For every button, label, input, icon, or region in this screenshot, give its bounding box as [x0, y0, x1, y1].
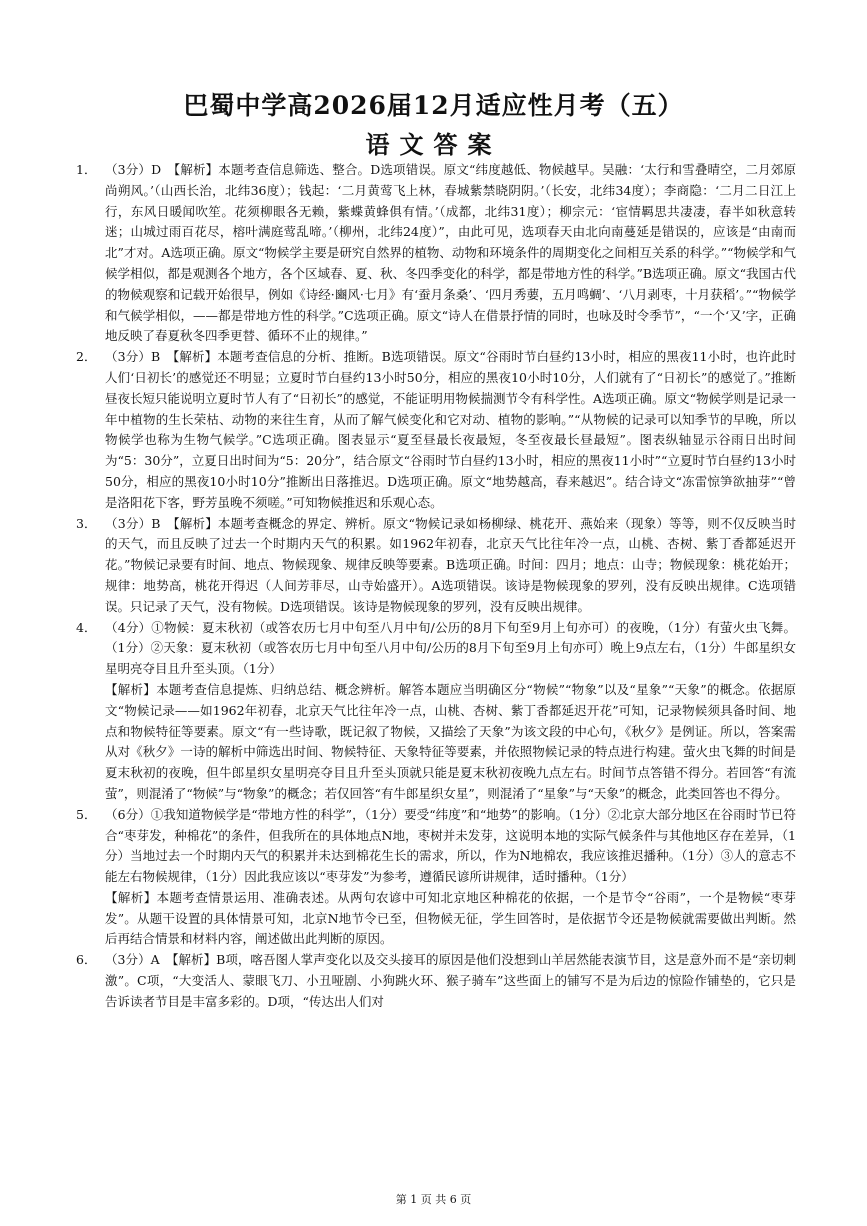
answer-item-4: [76, 618, 796, 805]
answer-item-1: [76, 160, 796, 347]
answer-number: 5．: [76, 806, 97, 822]
answer-paragraph: （3分）D 【解析】本题考查信息筛选、整合。D选项错误。原文“纬度越低、物候越早。吴融：‘太行和雪叠晴空，二月郊原尚朔风。’（山西长治，北纬36度）；钱起：‘二月黄莺飞上林，春城紫禁晓阴阴。’（长安，北纬34度）；李商隐：‘二月二日江上行，东风日暖闻吹笙。花须柳眼各无赖，紫蝶黄蜂俱有情。’（成都，北纬31度）；柳宗元：‘宦情羁思共凄凄，春半如秋意转迷；山城过雨百花尽，榕叶满庭莺乱啼。’（柳州，北纬24度）”，由此可见，选项春天由北向南蔓延是错误的，应该是“由南而北”才对。A选项正确。原文“物候学主要是研究自然界的植物、动物和环境条件的周期变化之间相互关系的科学。”“物候学和气候学相似，都是观测各个地方，各个区域春、夏、秋、冬四季变化的科学，都是带地方性的科学。”B选项正确。原文“我国古代的物候观察和记载开始很早，例如《诗经·豳风·七月》有‘蚕月条桑’、‘四月秀葽，五月鸣蜩’、‘八月剥枣，十月获稻’。”“物候学和气候学相似，——都是带地方性的科学。”C选项正确。原文“诗人在借景抒情的同时，也咏及时令季节”，“一个‘又’字，正确地反映了春夏秋冬四季更替、循环不止的规律。”: [105, 162, 796, 344]
answer-paragraph: （6分）①我知道物候学是“带地方性的科学”，（1分）要受“纬度”和“地势”的影响。（1分）②北京大部分地区在谷雨时节已符合“枣芽发，种棉花”的条件，但我所在的具体地点N地，枣树并未发芽，这说明本地的实际气候条件与其他地区存在差异，（1分）当地过去一个时期内天气的积累并未达到棉花生长的需求，所以，作为N地棉农，我应该推迟播种。（1分）③人的意志不能左右物候规律，（1分）因此我应该以“枣芽发”为参考，遵循民谚所讲规律，适时播种。（1分）: [105, 806, 796, 885]
analysis-paragraph: 【解析】本题考查信息提炼、归纳总结、概念辨析。解答本题应当明确区分“物候”“物象”以及“星象”“天象”的概念。依据原文“物候记录——如1962年初春，北京天气比往年冷一点，山桃、杏树、紫丁香都延迟开花”可知，记录物候须具备时间、地点和物候特征等要素。原文“有一些诗歌，既记叙了物候，又描绘了天象”为该文段的中心句，《秋夕》是例证。所以，答案需从对《秋夕》一诗的解析中筛选出时间、物候特征、天象特征等要素，并依照物候记录的特点进行构建。萤火虫飞舞的时间是夏末秋初的夜晚，但牛郎星织女星明亮夺目且升至头顶就只能是夏末秋初夜晚九点左右。时间节点答错不得分。若回答“有流萤”，则混淆了“物候”与“物象”的概念；若仅回答“有牛郎星织女星”，则混淆了“星象”与“天象”的概念，此类回答也不得分。: [105, 681, 796, 801]
analysis-paragraph: 【解析】本题考查情景运用、准确表述。从两句农谚中可知北京地区种棉花的依据，一个是节令“谷雨”，一个是物候“枣芽发”。从题干设置的具体情景可知，北京N地节令已至，但物候无征，学生回答时，是依据节令还是物候就需要做出判断。然后再结合情景和材料内容，阐述做出此判断的原因。: [105, 889, 796, 947]
answer-number: 3．: [76, 515, 97, 531]
answer-number: 6．: [76, 952, 97, 968]
answer-paragraph: （3分）A 【解析】B项，喀吾图人掌声变化以及交头接耳的原因是他们没想到山羊居然能表演节目，这是意外而不是“亲切刺激”。C项，“大变活人、蒙眼飞刀、小丑哑剧、小狗跳火环、猴子骑车”这些面上的铺写不是为后边的惊险作铺垫的，它只是告诉读者节目是丰富多彩的。D项，“传达出人们对: [105, 952, 796, 1009]
answer-item-2: [76, 347, 796, 513]
answer-list: [76, 160, 796, 1013]
answer-paragraph: （3分）B 【解析】本题考查概念的界定、辨析。原文“物候记录如杨柳绿、桃花开、燕始来（现象）等等，则不仅反映当时的天气，而且反映了过去一个时期内天气的积累。如1962年初春，北京天气比往年冷一点，山桃、杏树、紫丁香都延迟开花。”物候记录要有时间、地点、物候现象、规律反映等要素。B选项正确。时间：四月；地点：山寺；物候现象：桃花始开；规律：地势高，桃花开得迟（人间芳菲尽，山寺始盛开）。A选项错误。该诗是物候现象的罗列，没有反映出规律。C选项错误。只记录了天气，没有物候。D选项错误。该诗是物候现象的罗列，没有反映出规律。: [105, 515, 796, 614]
answer-item-6: [76, 950, 796, 1012]
answer-item-5: [76, 805, 796, 951]
answer-number: 4．: [76, 619, 97, 635]
page-footer: 第 1 页 共 6 页: [395, 1193, 472, 1206]
answer-paragraph: （4分）①物候：夏末秋初（或答农历七月中旬至八月中旬/公历的8月下旬至9月上旬亦可）的夜晚，（1分）有萤火虫飞舞。（1分）②天象：夏末秋初（或答农历七月中旬至八月中旬/公历的8月下旬至9月上旬亦可）晚上9点左右，（1分）牛郎星织女星明亮夺目且升至头顶。（1分）: [105, 619, 796, 677]
answer-number: 1．: [76, 162, 97, 177]
document-subtitle: 语文答案: [365, 130, 502, 159]
document-title: 巴蜀中学高2026届12月适应性月考（五）: [183, 91, 684, 120]
answer-item-3: [76, 514, 796, 618]
answer-number: 2．: [76, 349, 97, 365]
answer-paragraph: （3分）B 【解析】本题考查信息的分析、推断。B选项错误。原文“谷雨时节白昼约13小时，相应的黑夜11小时，也许此时人们‘日初长’的感觉还不明显；立夏时节白昼约13小时50分，相应的黑夜10小时10分，人们就有了“日初长”的感觉了。”推断昼夜长短只能说明立夏时节人有了“日初长”的感觉，不能证明用物候揣测节令有科学性。A选项正确。原文“物候学则是记录一年中植物的生长荣枯、动物的来往生育，从而了解气候变化和它对动、植物的影响。”“从物候的记录可以知季节的早晚，所以物候学也称为生物气候学。”C选项正确。图表显示“夏至昼最长夜最短，冬至夜最长昼最短”。图表纵轴显示谷雨日出时间为“5：30分”，立夏日出时间为“5：20分”，结合原文“谷雨时节白昼约13小时，相应的黑夜11小时”“立夏时节白昼约13小时50分，相应的黑夜10小时10分”推断出日落推迟。D选项正确。原文“地势越高，春来越迟”。结合诗文“冻雷惊笋欲抽芽”“曾是洛阳花下客，野芳虽晚不须嗟。”可知物候推迟和乐观心态。: [105, 349, 796, 510]
